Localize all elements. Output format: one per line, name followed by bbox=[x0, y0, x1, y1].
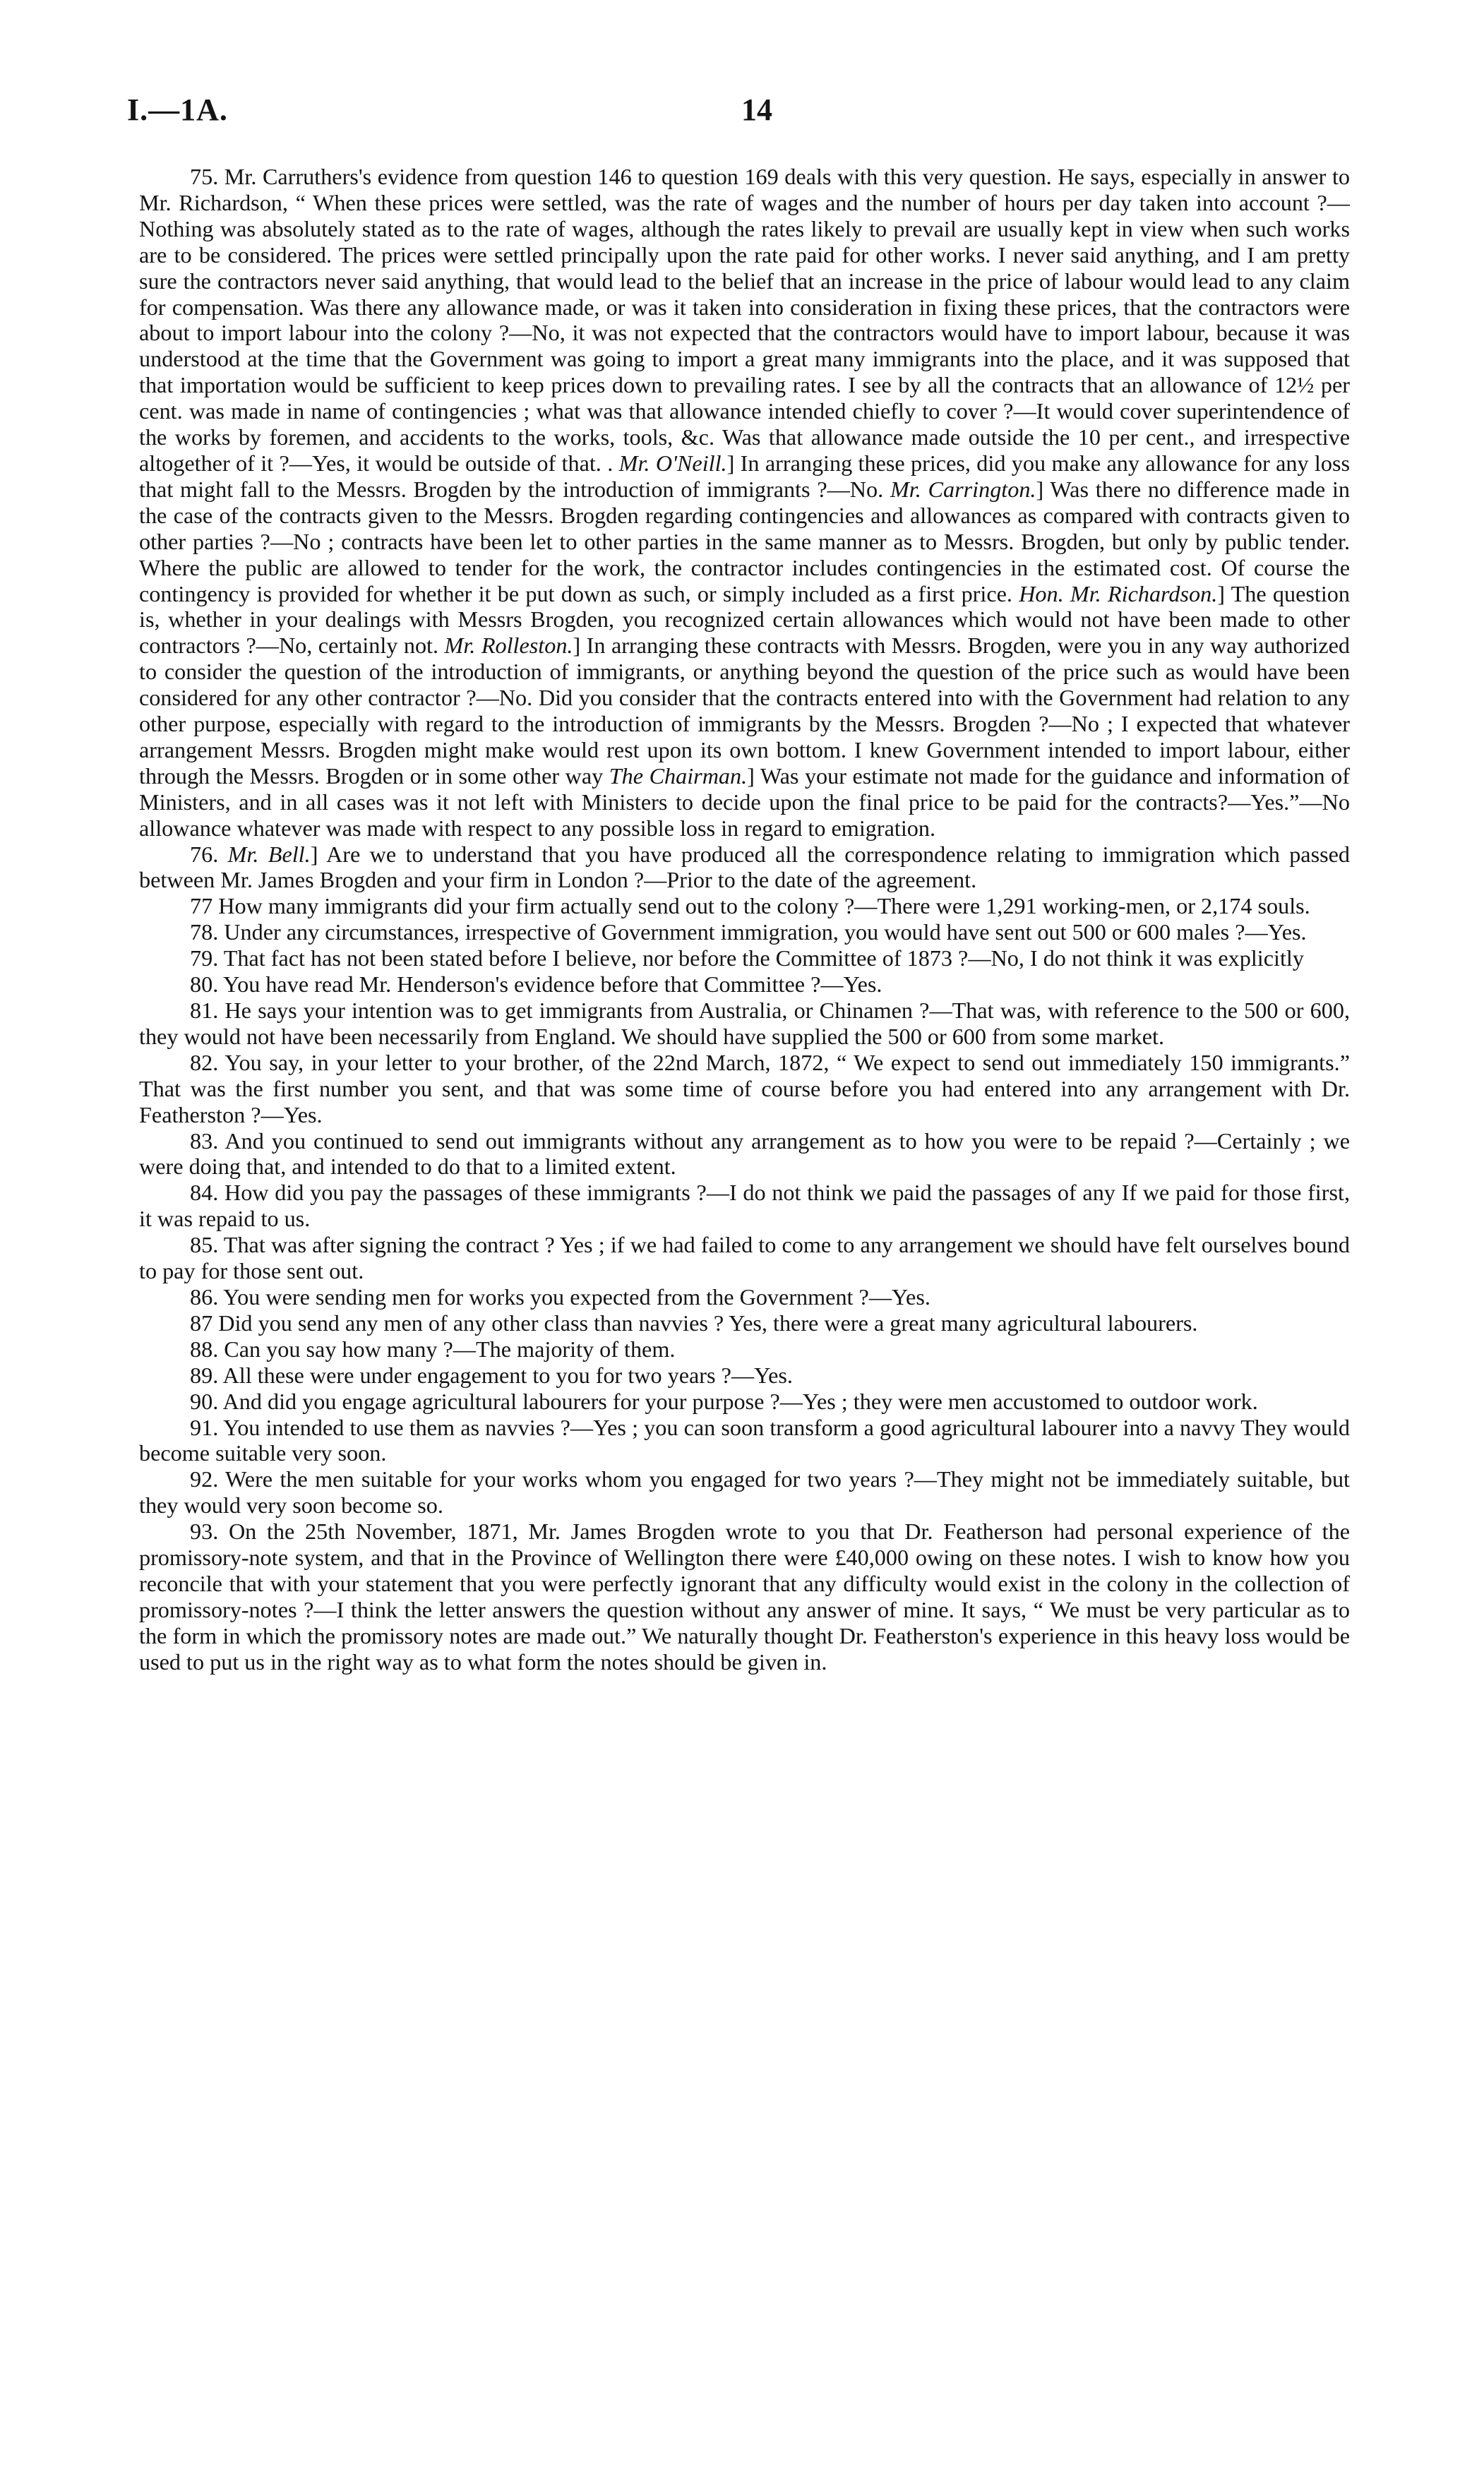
text-segment: 89. All these were under engagement to you for two years ?—Yes. bbox=[190, 1362, 793, 1388]
text-segment: 86. You were sending men for works you expected from the Government ?—Yes. bbox=[190, 1283, 931, 1310]
text-segment: 91. You intended to use them as navvies ?—Yes ; you can soon transform a good agricultural labourer into a navvy They would become suitable very soon. bbox=[139, 1414, 1350, 1466]
speaker-name: The Chairman. bbox=[609, 762, 748, 789]
text-segment: ] In arranging these prices, did you make any allowance for any loss that might fall to the Messrs. Brogden by the introduction of immigrants ?—No. bbox=[139, 450, 1351, 502]
paragraph bbox=[139, 1363, 1350, 1389]
speaker-name: Mr. Carrington. bbox=[890, 476, 1036, 502]
text-segment: 76. bbox=[190, 841, 228, 867]
speaker-name: Mr. Bell. bbox=[227, 841, 311, 867]
paragraph bbox=[139, 842, 1350, 894]
text-segment: ] The question is, whether in your dealings with Messrs Brogden, you recognized certain allowances which would not have been made to other contractors ?—No, certainly not. bbox=[139, 580, 1350, 659]
text-segment: 78. Under any circumstances, irrespective of Government immigration, you would have sent out 500 or 600 males ?—Yes. bbox=[190, 919, 1307, 945]
speaker-name: Hon. Mr. Richardson. bbox=[1019, 580, 1218, 606]
paragraph bbox=[139, 919, 1350, 945]
text-segment: ] Was there no difference made in the case of the contracts given to the Messrs. Brogden regarding contingencies and allowances as compared with contracts given to other parties ?—No ; contracts have been let to other parties in the same manner as to Messrs. Brogden, but only by public tender. Where the public are allowed to tender for the work, the contractor includes contingencies in the estimated cost. Of course the contingency is provided for whether it be put down as such, or simply included as a first price. bbox=[139, 476, 1350, 606]
paragraph bbox=[139, 1519, 1350, 1675]
text-segment: 90. And did you engage agricultural labourers for your purpose ?—Yes ; they were men accustomed to outdoor work. bbox=[190, 1388, 1258, 1414]
speaker-name: Mr. Rolleston. bbox=[444, 633, 573, 659]
document-reference: I.—1A. bbox=[127, 92, 228, 127]
text-segment: ] Was your estimate not made for the guidance and information of Ministers, and in all cases was it not left with Ministers to decide upon the final price to be paid for the contracts?—Yes.”—No allowance whatever was made with respect to any possible loss in regard to emigration. bbox=[139, 762, 1350, 841]
text-segment: 87 Did you send any men of any other class than navvies ? Yes, there were a great many agricultural labourers. bbox=[190, 1310, 1198, 1336]
speaker-name: Mr. O'Neill. bbox=[618, 450, 727, 476]
paragraph bbox=[139, 164, 1350, 842]
text-segment: 85. That was after signing the contract ? Yes ; if we had failed to come to any arrangement we should have felt ourselves bound to pay for those sent out. bbox=[139, 1232, 1350, 1284]
text-segment: 81. He says your intention was to get immigrants from Australia, or Chinamen ?—That was, with reference to the 500 or 600, they would not have been necessarily from England. We should have supplied the 500 or 600 from some market. bbox=[139, 998, 1350, 1049]
paragraph bbox=[139, 1284, 1350, 1310]
text-segment: ] Are we to understand that you have produced all the correspondence relating to immigration which passed between Mr. James Brogden and your firm in London ?—Prior to the date of the agreement. bbox=[139, 841, 1351, 893]
paragraph bbox=[139, 1050, 1350, 1128]
paragraph bbox=[139, 1415, 1350, 1467]
text-segment: 79. That fact has not been stated before I believe, nor before the Committee of 1873 ?—No, I do not think it was explicitly bbox=[190, 945, 1304, 971]
text-segment: 75. Mr. Carruthers's evidence from question 146 to question 169 deals with this very question. He says, especially in answer to Mr. Richardson, “ When these prices were settled, was the rate of wages and the number of hours per day taken into account ?—Nothing was absolutely stated as to the rate of wages, although the rates likely to prevail are usually kept in view when such works are to be considered. The prices were settled principally upon the rate paid for other works. I never said anything, and I am pretty sure the contractors never said anything, that would lead to the belief that an increase in the price of labour would lead to any claim for compensation. Was there any allowance made, or was it taken into consideration in fixing these prices, that the contractors were about to import labour into the colony ?—No, it was not expected that the contractors would have to import labour, because it was understood at the time that the Government was going to import a great many immigrants into the place, and it was supposed that that importation would be sufficient to keep prices down to prevailing rates. I see by all the contracts that an allowance of 12½ per cent. was made in name of contingencies ; what was that allowance intended chiefly to cover ?—It would cover superintendence of the works by foremen, and accidents to the works, tools, &c. Was that allowance made outside the 10 per cent., and irrespective altogether of it ?—Yes, it would be outside of that. . bbox=[139, 164, 1350, 476]
page-number: 14 bbox=[741, 92, 772, 127]
text-segment: 93. On the 25th November, 1871, Mr. James Brogden wrote to you that Dr. Featherson had personal experience of the promissory-note system, and that in the Province of Wellington there were £40,000 owing on these notes. I wish to know how you reconcile that with your statement that you were perfectly ignorant that any difficulty would exist in the colony in the collection of promissory-notes ?—I think the letter answers the question without any answer of mine. It says, “ We must be very particular as to the form in which the promissory notes are made out.” We naturally thought Dr. Featherston's experience in this heavy loss would be used to put us in the right way as to what form the notes should be given in. bbox=[139, 1519, 1350, 1675]
paragraph bbox=[139, 1180, 1350, 1232]
text-segment: 88. Can you say how many ?—The majority of them. bbox=[190, 1336, 676, 1362]
text-segment: 82. You say, in your letter to your brother, of the 22nd March, 1872, “ We expect to send out immediately 150 immigrants.” That was the first number you sent, and that was some time of course before you had entered into any arrangement with Dr. Featherston ?—Yes. bbox=[139, 1049, 1350, 1127]
text-segment: 84. How did you pay the passages of these immigrants ?—I do not think we paid the passages of any If we paid for those first, it was repaid to us. bbox=[139, 1180, 1350, 1232]
paragraph bbox=[139, 1389, 1350, 1415]
page-header bbox=[127, 92, 1363, 134]
paragraph bbox=[139, 1336, 1350, 1363]
paragraph bbox=[139, 1466, 1350, 1519]
text-segment: 77 How many immigrants did your firm actually send out to the colony ?—There were 1,291 working-men, or 2,174 souls. bbox=[190, 893, 1310, 919]
text-segment: 80. You have read Mr. Henderson's evidence before that Committee ?—Yes. bbox=[190, 971, 882, 998]
text-segment: ] In arranging these contracts with Messrs. Brogden, were you in any way authorized to consider the question of the introduction of immigrants, or anything beyond the question of the price such as would have been considered for any other contractor ?—No. Did you consider that the contracts entered into with the Government had relation to any other purpose, especially with regard to the introduction of immigrants by the Messrs. Brogden ?—No ; I expected that whatever arrangement Messrs. Brogden might make would rest upon its own bottom. I knew Government intended to import labour, either through the Messrs. Brogden or in some other way bbox=[139, 633, 1350, 789]
paragraph bbox=[139, 1128, 1350, 1180]
text-segment: 92. Were the men suitable for your works whom you engaged for two years ?—They might not be immediately suitable, but they would very soon become so. bbox=[139, 1466, 1350, 1519]
paragraph bbox=[139, 998, 1350, 1050]
text-segment: 83. And you continued to send out immigrants without any arrangement as to how you were to be repaid ?—Certainly ; we were doing that, and intended to do that to a limited extent. bbox=[139, 1127, 1350, 1180]
paragraph bbox=[139, 1310, 1350, 1336]
paragraph bbox=[139, 971, 1350, 998]
paragraph bbox=[139, 1232, 1350, 1284]
document-body bbox=[139, 164, 1350, 1675]
paragraph bbox=[139, 945, 1350, 971]
paragraph bbox=[139, 893, 1350, 919]
